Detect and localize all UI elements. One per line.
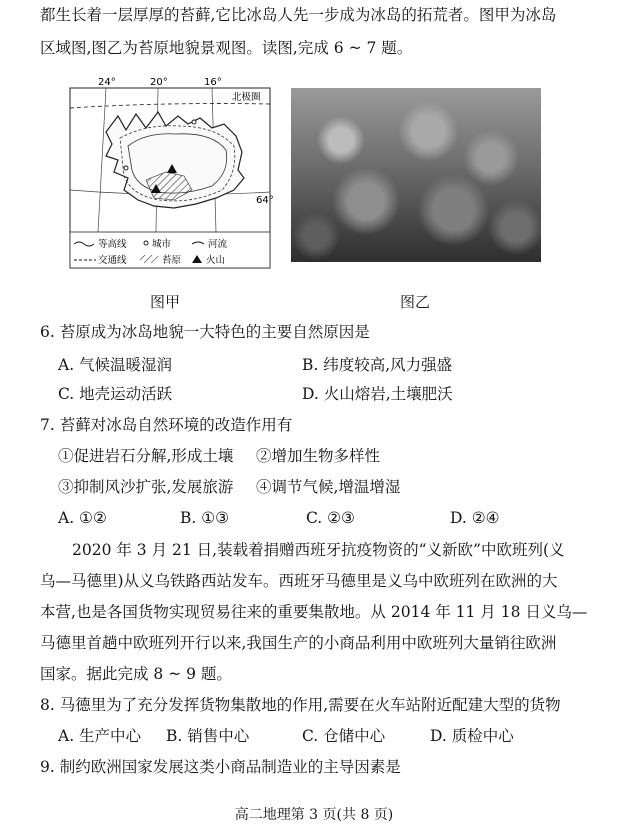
q6-option-a: A. 气候温暖湿润	[58, 356, 173, 374]
city-icon	[144, 241, 148, 245]
legend-tundra: 苔原	[162, 255, 182, 266]
q7-statement-3: ③抑制风沙扩张,发展旅游	[58, 478, 234, 496]
q8-option-a: A. 生产中心	[58, 727, 142, 745]
lon-label-20: 20°	[150, 77, 168, 88]
q7-statement-1: ①促进岩石分解,形成土壤	[58, 447, 234, 465]
lon-label-24: 24°	[98, 77, 116, 88]
intro-line-2: 区域图,图乙为苔原地貌景观图。读图,完成 6 ~ 7 题。	[40, 39, 413, 57]
lon-label-16: 16°	[204, 77, 222, 88]
q8-option-d: D. 质检中心	[430, 727, 514, 745]
photo-caption: 图乙	[400, 293, 431, 311]
iceland-map	[66, 72, 276, 272]
q8-option-b: B. 销售中心	[166, 727, 250, 745]
arctic-circle-label: 北极圈	[232, 92, 261, 103]
q6-option-c: C. 地壳运动活跃	[58, 385, 173, 403]
intro-line-1: 都生长着一层厚厚的苔藓,它比冰岛人先一步成为冰岛的拓荒者。图甲为冰岛	[40, 6, 557, 24]
q7-option-a: A. ①②	[58, 509, 107, 527]
city-icon	[192, 120, 196, 124]
map-caption: 图甲	[150, 293, 181, 311]
q7-statement-4: ④调节气候,增温增湿	[256, 478, 401, 496]
q7-statement-2: ②增加生物多样性	[256, 447, 381, 465]
passage-line-2: 乌—马德里)从义乌铁路西站发车。西班牙马德里是义乌中欧班列在欧洲的大	[40, 572, 558, 590]
q6-option-b: B. 纬度较高,风力强盛	[302, 356, 453, 374]
legend-volcano: 火山	[206, 255, 226, 266]
q8-stem: 8. 马德里为了充分发挥货物集散地的作用,需要在火车站附近配建大型的货物	[40, 696, 561, 714]
q9-stem: 9. 制约欧洲国家发展这类小商品制造业的主导因素是	[40, 758, 401, 776]
q6-option-d: D. 火山熔岩,土壤肥沃	[302, 385, 453, 403]
q6-stem: 6. 苔原成为冰岛地貌一大特色的主要自然原因是	[40, 323, 370, 341]
q7-option-d: D. ②④	[450, 509, 500, 527]
lat-label-64: 64°	[256, 195, 274, 206]
legend-city: 城市	[152, 239, 172, 250]
passage-line-3: 本营,也是各国货物实现贸易往来的重要集散地。从 2014 年 11 月 18 日义乌—	[40, 603, 588, 621]
legend-river: 河流	[208, 239, 228, 250]
tundra-photo	[291, 88, 541, 262]
q7-stem: 7. 苔藓对冰岛自然环境的改造作用有	[40, 416, 293, 434]
iceland-map-figure	[66, 72, 276, 272]
q7-option-b: B. ①③	[180, 509, 230, 527]
q8-option-c: C. 仓储中心	[302, 727, 386, 745]
legend-contour: 等高线	[98, 239, 127, 250]
passage-line-5: 国家。据此完成 8 ~ 9 题。	[40, 665, 232, 683]
page-footer: 高二地理第 3 页(共 8 页)	[234, 807, 394, 823]
passage-line-4: 马德里首趟中欧班列开行以来,我国生产的小商品利用中欧班列大量销往欧洲	[40, 634, 557, 652]
q7-option-c: C. ②③	[306, 509, 355, 527]
city-icon	[124, 166, 128, 170]
legend-traffic: 交通线	[98, 255, 127, 266]
passage-line-1: 2020 年 3 月 21 日,装载着捐赠西班牙抗疫物资的“义新欧”中欧班列(义	[72, 541, 565, 559]
